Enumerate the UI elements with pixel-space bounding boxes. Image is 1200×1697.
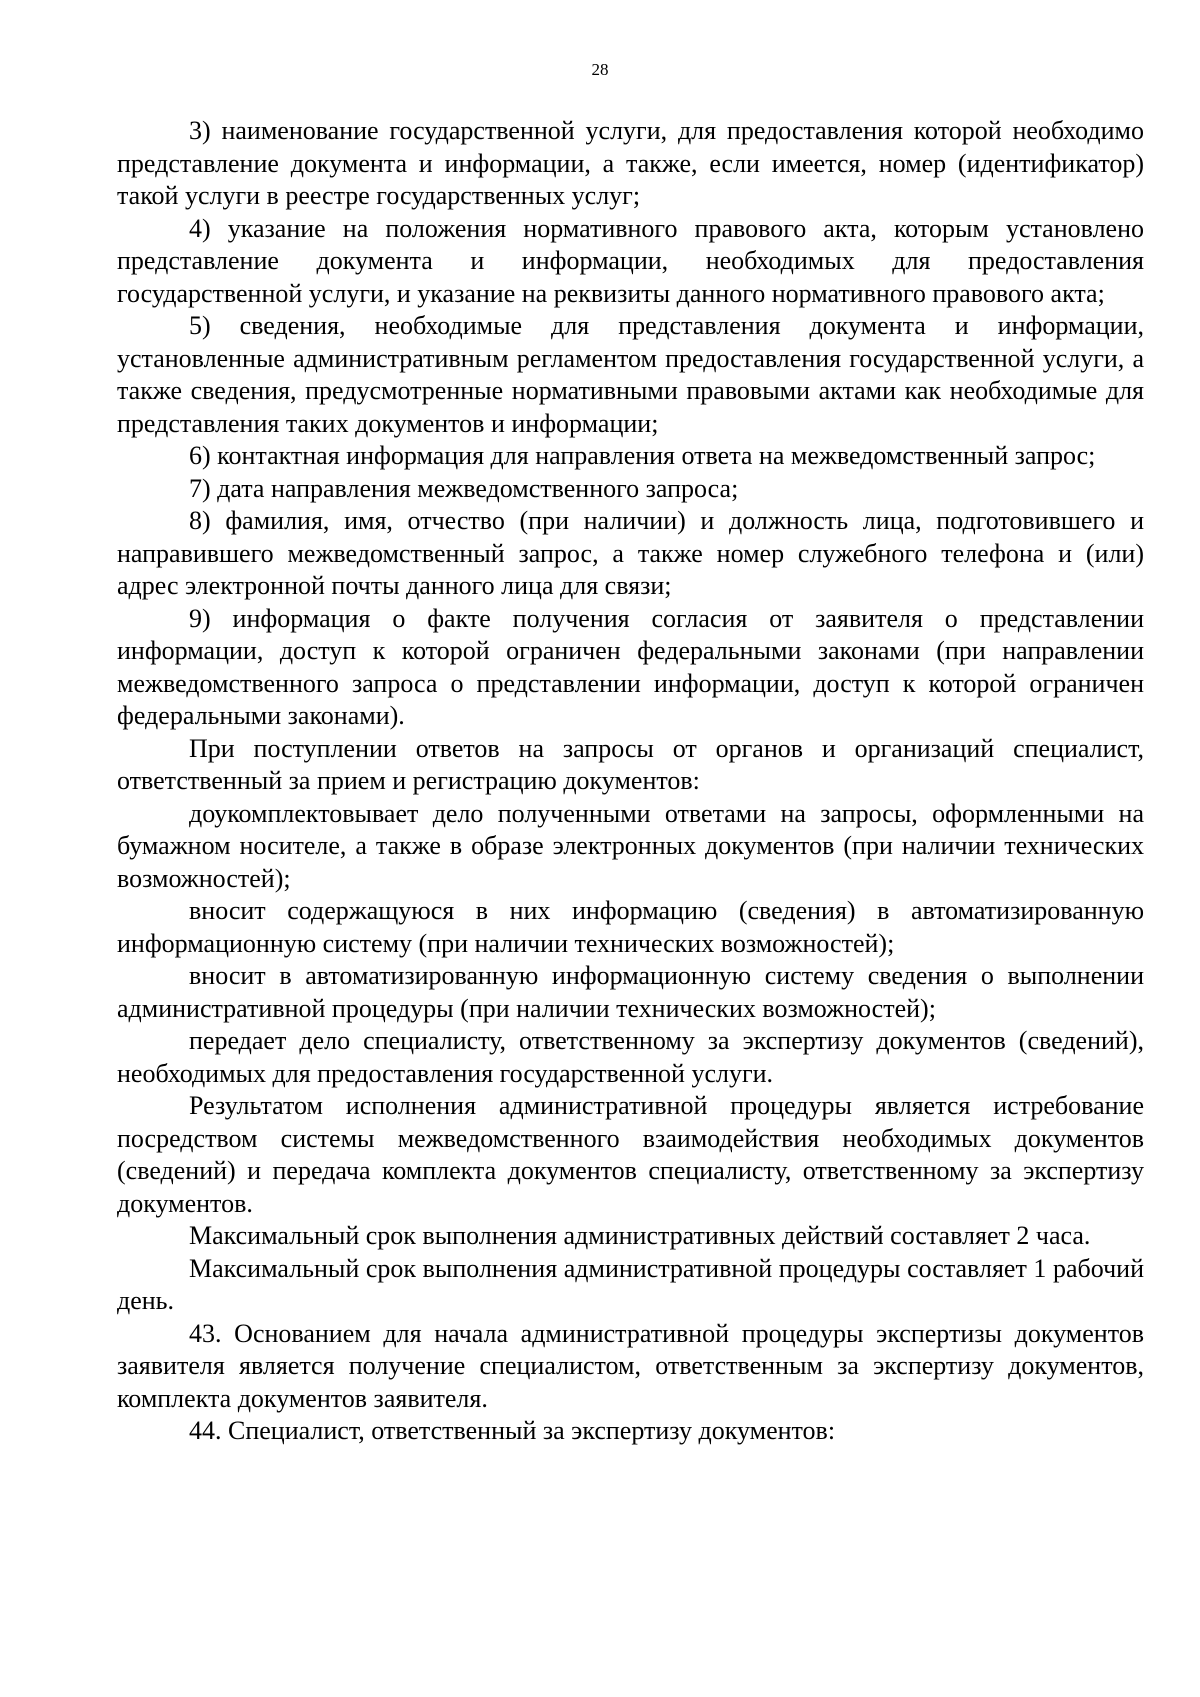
document-body — [117, 115, 1144, 1448]
paragraph-complete-case-file: доукомплектовывает дело полученными ответами на запросы, оформленными на бумажном носителе, а также в образе электронных документов (при наличии технических возможностей); — [117, 798, 1144, 893]
paragraph-responses-received: При поступлении ответов на запросы от органов и организаций специалист, ответственный за прием и регистрацию документов: — [117, 733, 1144, 795]
list-item-6-contact-information: 6) контактная информация для направления ответа на межведомственный запрос; — [189, 441, 1096, 470]
list-item-9-consent-information: 9) информация о факте получения согласия от заявителя о представлении информации, доступ к которой ограничен федеральными законами (при направлении межведомственного запроса о представлении информации, доступ к которой ограничен федеральными законами). — [117, 603, 1144, 730]
section-43-expertise-basis: 43. Основанием для начала административной процедуры экспертизы документов заявителя является получение специалистом, ответственным за экспертизу документов, комплекта документов заявителя. — [117, 1318, 1144, 1413]
paragraph-transfer-case: передает дело специалисту, ответственному за экспертизу документов (сведений), необходимых для предоставления государственной услуги. — [117, 1026, 1144, 1088]
list-item-4-legal-act-reference: 4) указание на положения нормативного правового акта, которым установлено представление документа и информации, необходимых для предоставления государственной услуги, и указание на реквизиты данного нормативного правового акта; — [117, 213, 1144, 308]
paragraph-record-procedure: вносит в автоматизированную информационную систему сведения о выполнении административной процедуры (при наличии технических возможностей); — [117, 961, 1144, 1023]
paragraph-max-action-time: Максимальный срок выполнения административных действий составляет 2 часа. — [189, 1221, 1091, 1250]
list-item-3-service-name: 3) наименование государственной услуги, для предоставления которой необходимо представление документа и информации, а также, если имеется, номер (идентификатор) такой услуги в реестре государственных услуг; — [117, 116, 1144, 210]
paragraph-procedure-result: Результатом исполнения административной процедуры является истребование посредством системы межведомственного взаимодействия необходимых документов (сведений) и передача комплекта документов специалисту, ответственному за экспертизу документов. — [117, 1091, 1144, 1218]
list-item-8-sender-details: 8) фамилия, имя, отчество (при наличии) и должность лица, подготовившего и направившего межведомственный запрос, а также номер служебного телефона и (или) адрес электронной почты данного лица для связи; — [117, 506, 1144, 600]
paragraph-max-procedure-time: Максимальный срок выполнения административной процедуры составляет 1 рабочий день. — [117, 1253, 1144, 1315]
list-item-5-required-information: 5) сведения, необходимые для представления документа и информации, установленные административным регламентом предоставления государственной услуги, а также сведения, предусмотренные нормативными правовыми актами как необходимые для представления таких документов и информации; — [117, 311, 1144, 438]
section-44-expertise-specialist: 44. Специалист, ответственный за экспертизу документов: — [189, 1416, 836, 1445]
page-number: 28 — [591, 60, 609, 79]
list-item-7-request-date: 7) дата направления межведомственного запроса; — [189, 473, 739, 503]
paragraph-enter-information: вносит содержащуюся в них информацию (сведения) в автоматизированную информационную систему (при наличии технических возможностей); — [117, 896, 1144, 958]
